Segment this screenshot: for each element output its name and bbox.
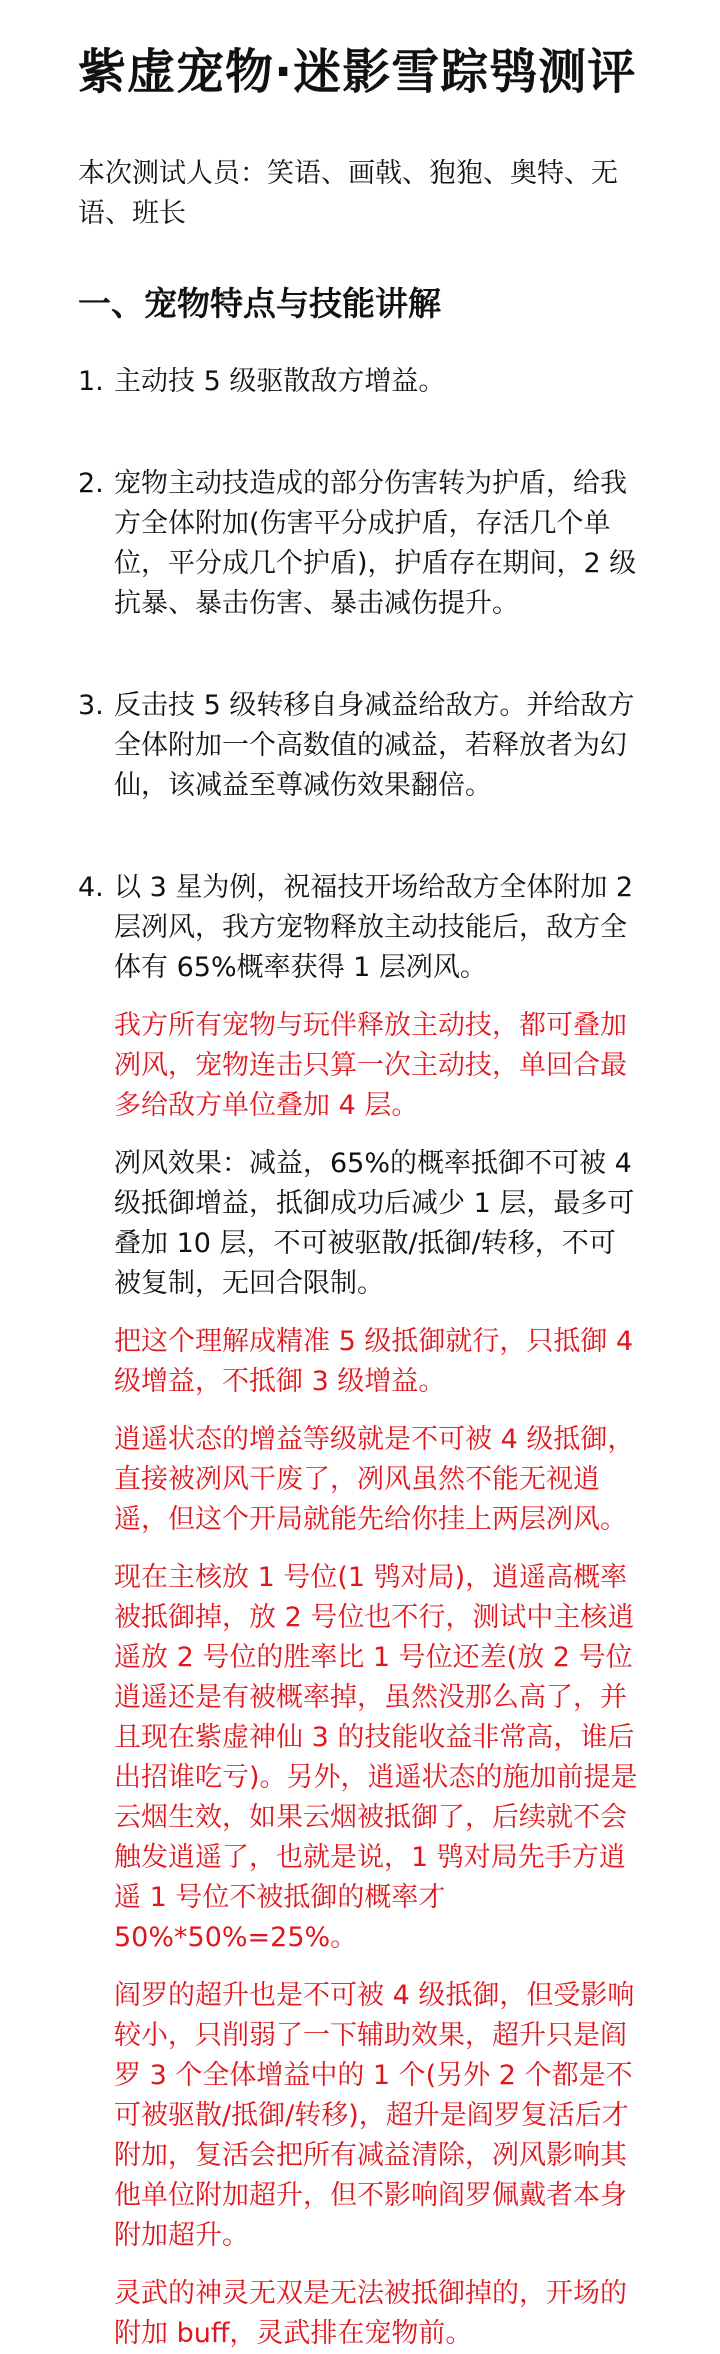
item-number: 2. <box>78 468 104 499</box>
list-item-2 <box>78 464 640 624</box>
item-body <box>114 868 640 2354</box>
position-analysis-note: 现在主核放 1 号位(1 鸮对局)，逍遥高概率被抵御掉，放 2 号位也不行，测试中主核逍遥放 2 号位的胜率比 1 号位还差(放 2 号位逍遥还是有被概率掉，虽然没那么高了，并且现在紫虚神仙 3 的技能收益非常高，谁后出招谁吃亏)。另外，逍遥状态的施加前提是云烟生效，如果云烟被抵御了，后续就不会触发逍遥了，也就是说，1 鸮对局先手方逍遥 1 号位不被抵御的概率才 50%*50%=25%。 <box>114 1562 638 1953</box>
stacking-rule-note: 我方所有宠物与玩伴释放主动技，都可叠加冽风，宠物连击只算一次主动技，单回合最多给敌方单位叠加 4 层。 <box>114 1010 627 1121</box>
section-heading: 一、宠物特点与技能讲解 <box>78 284 441 323</box>
skill-list <box>78 362 640 2354</box>
item-body <box>114 464 640 624</box>
item-body <box>114 686 640 806</box>
effect-description: 冽风效果：减益，65%的概率抵御不可被 4 级抵御增益，抵御成功后减少 1 层，最多可叠加 10 层，不可被驱散/抵御/转移，不可被复制，无回合限制。 <box>114 1148 635 1299</box>
item-body <box>114 362 640 402</box>
item-number: 4. <box>78 872 104 903</box>
list-item-4 <box>78 868 640 2354</box>
interpretation-note: 把这个理解成精准 5 级抵御就行，只抵御 4 级增益，不抵御 3 级增益。 <box>114 1326 634 1397</box>
item-text: 宠物主动技造成的部分伤害转为护盾，给我方全体附加(伤害平分成护盾，存活几个单位，平分成几个护盾)，护盾存在期间，2 级抗暴、暴击伤害、暴击减伤提升。 <box>114 468 637 619</box>
item-number: 3. <box>78 690 104 721</box>
lingwu-note: 灵武的神灵无双是无法被抵御掉的，开场的附加 buff，灵武排在宠物前。 <box>114 2278 627 2349</box>
item-text: 以 3 星为例，祝福技开场给敌方全体附加 2 层冽风，我方宠物释放主动技能后，敌方全体有 65%概率获得 1 层冽风。 <box>114 872 634 983</box>
xiaoyao-note: 逍遥状态的增益等级就是不可被 4 级抵御，直接被冽风干废了，冽风虽然不能无视逍遥，但这个开局就能先给你挂上两层冽风。 <box>114 1424 635 1535</box>
list-item-1 <box>78 362 640 402</box>
testers-line: 本次测试人员：笑语、画戟、狍狍、奥特、无语、班长 <box>78 158 618 229</box>
yanluo-note: 阎罗的超升也是不可被 4 级抵御，但受影响较小，只削弱了一下辅助效果，超升只是阎罗 3 个全体增益中的 1 个(另外 2 个都是不可被驱散/抵御/转移)，超升是阎罗复活后才附加，复活会把所有减益清除，冽风影响其他单位附加超升，但不影响阎罗佩戴者本身附加超升。 <box>114 1980 635 2251</box>
list-item-3 <box>78 686 640 806</box>
article-title: 紫虚宠物·迷影雪踪鸮测评 <box>78 44 637 100</box>
item-text: 反击技 5 级转移自身减益给敌方。并给敌方全体附加一个高数值的减益，若释放者为幻仙，该减益至尊减伤效果翻倍。 <box>114 690 635 801</box>
item-number: 1. <box>78 366 104 397</box>
item-text: 主动技 5 级驱散敌方增益。 <box>114 366 446 397</box>
